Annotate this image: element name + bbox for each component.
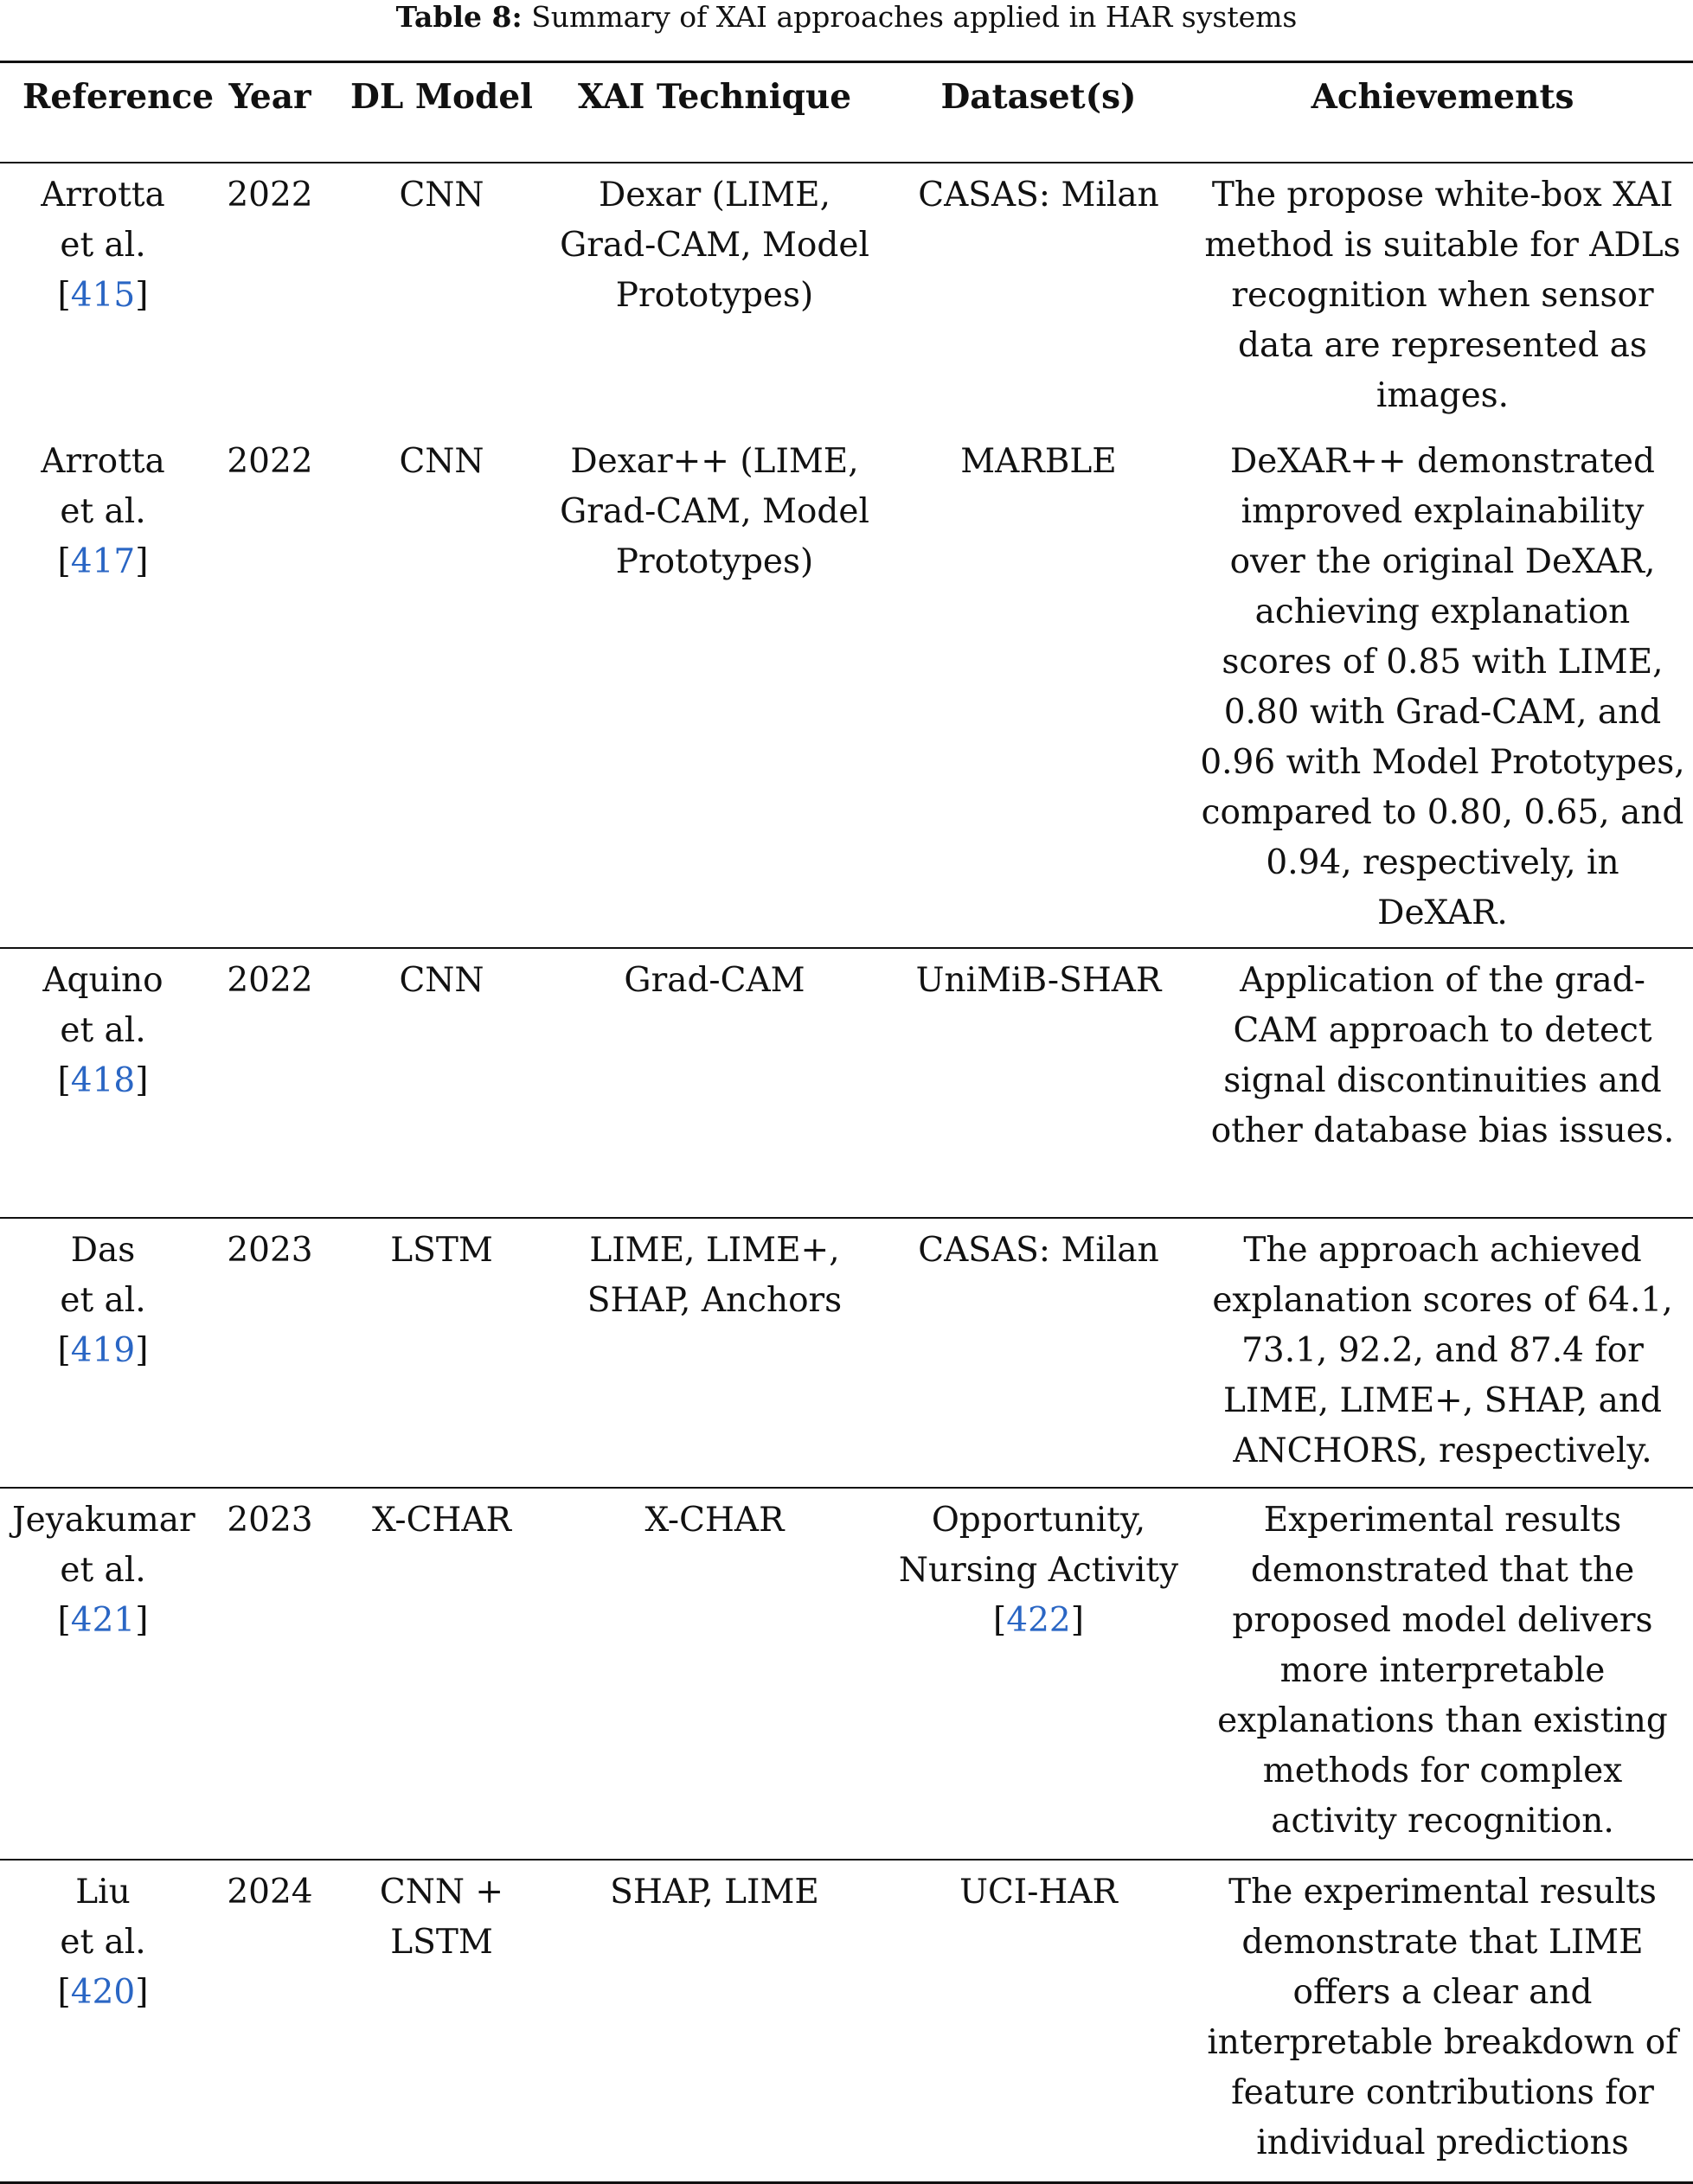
reference-cell — [0, 163, 201, 430]
dataset-citation-link[interactable]: 422 — [1006, 1600, 1071, 1640]
xai-technique-cell: Dexar (LIME, Grad-CAM, Model Prototypes) — [560, 175, 869, 315]
author: Liu — [75, 1872, 131, 1912]
dl-model-cell: CNN — [399, 175, 484, 215]
achievement-cell: Experimental results demonstrated that the proposed model delivers more interpretable explanations than existing methods for complex activity recognition. — [1192, 1488, 1693, 1860]
year-cell: 2023 — [201, 1218, 339, 1488]
table-row — [0, 1860, 1693, 2183]
table-row — [0, 163, 1693, 430]
xai-technique-cell: X-CHAR — [544, 1488, 885, 1860]
citation-link[interactable]: 415 — [70, 275, 136, 315]
etal: et al. [ — [57, 1922, 146, 2012]
author: Das — [70, 1230, 136, 1270]
bracket: ] — [135, 1600, 149, 1640]
reference-cell — [0, 1218, 201, 1488]
etal: et al. [ — [57, 1280, 146, 1370]
bracket: ] — [135, 1060, 149, 1100]
bracket: ] — [135, 1972, 149, 2012]
xai-technique-cell: SHAP, LIME — [544, 1860, 885, 2183]
reference-cell — [0, 1860, 201, 2183]
xai-summary-table — [0, 61, 1693, 2184]
caption-text: Summary of XAI approaches applied in HAR systems — [531, 0, 1298, 34]
citation-link[interactable]: 421 — [70, 1600, 136, 1640]
table-caption — [0, 0, 1693, 35]
etal: et al. [ — [57, 491, 146, 581]
bracket: ] — [135, 275, 149, 315]
achievement-cell: DeXAR++ demonstrated improved explainability over the original DeXAR, achieving explanation scores of 0.85 with LIME, 0.80 with Grad-CAM, and 0.96 with Model Prototypes, compared to 0.80, 0.65, and 0.94, respectively, in DeXAR. — [1200, 441, 1685, 932]
dataset-cell: UniMiB-SHAR — [885, 948, 1192, 1218]
dl-model-cell: CNN — [339, 948, 544, 1218]
author: Arrotta — [41, 175, 165, 215]
table-row — [0, 1218, 1693, 1488]
bracket: ] — [135, 541, 149, 581]
dl-model-cell: CNN + LSTM — [339, 1860, 544, 2183]
dataset-cell: CASAS: Milan — [885, 1218, 1192, 1488]
table-row — [0, 430, 1693, 948]
dataset-cell — [885, 1488, 1192, 1860]
bracket: ] — [135, 1330, 149, 1370]
year-cell: 2023 — [201, 1488, 339, 1860]
reference-cell — [0, 948, 201, 1218]
dl-model-cell: LSTM — [339, 1218, 544, 1488]
year-cell: 2022 — [227, 175, 313, 215]
achievement-cell: The approach achieved explanation scores of 64.1, 73.1, 92.2, and 87.4 for LIME, LIME+, SHAP, and ANCHORS, respectively. — [1192, 1218, 1693, 1488]
dl-model-cell: X-CHAR — [339, 1488, 544, 1860]
caption-label: Table 8: — [395, 0, 523, 34]
header-reference: Reference — [22, 77, 215, 117]
dataset-cell: CASAS: Milan — [918, 175, 1159, 215]
xai-technique-cell: LIME, LIME+, SHAP, Anchors — [544, 1218, 885, 1488]
citation-link[interactable]: 420 — [70, 1972, 136, 2012]
dl-model-cell: CNN — [399, 441, 484, 481]
year-cell: 2024 — [201, 1860, 339, 2183]
achievement-cell: The experimental results demonstrate that LIME offers a clear and interpretable breakdown of feature contributions for individual predictions — [1192, 1860, 1693, 2183]
reference-cell — [0, 1488, 201, 1860]
year-cell: 2022 — [201, 948, 339, 1218]
author: Jeyakumar — [12, 1500, 196, 1540]
citation-link[interactable]: 419 — [70, 1330, 136, 1370]
dataset-cell: UCI-HAR — [885, 1860, 1192, 2183]
xai-technique-cell: Grad-CAM — [544, 948, 885, 1218]
citation-link[interactable]: 417 — [70, 541, 136, 581]
dataset-text: Opportunity, Nursing Activity [ — [898, 1500, 1179, 1640]
author: Arrotta — [41, 441, 165, 481]
header-achievements: Achievements — [1311, 77, 1574, 117]
dataset-cell: MARBLE — [960, 441, 1117, 481]
header-row — [0, 62, 1693, 163]
header-datasets: Dataset(s) — [940, 77, 1137, 117]
year-cell: 2022 — [227, 441, 313, 481]
author: Aquino — [42, 960, 164, 1000]
citation-link[interactable]: 418 — [70, 1060, 136, 1100]
etal: et al. [ — [57, 1010, 146, 1100]
header-year: Year — [228, 77, 311, 117]
etal: et al. [ — [57, 225, 146, 315]
achievement-cell: The propose white-box XAI method is suitable for ADLs recognition when sensor data are represented as images. — [1204, 175, 1681, 415]
table-row — [0, 948, 1693, 1218]
bracket: ] — [1070, 1600, 1084, 1640]
xai-technique-cell: Dexar++ (LIME, Grad-CAM, Model Prototypes) — [560, 441, 869, 581]
etal: et al. [ — [57, 1550, 146, 1640]
reference-cell — [0, 430, 201, 948]
table-row — [0, 1488, 1693, 1860]
header-dl-model: DL Model — [350, 77, 533, 117]
achievement-cell: Application of the grad-CAM approach to detect signal discontinuities and other database bias issues. — [1192, 948, 1693, 1218]
header-xai-technique: XAI Technique — [577, 77, 852, 117]
